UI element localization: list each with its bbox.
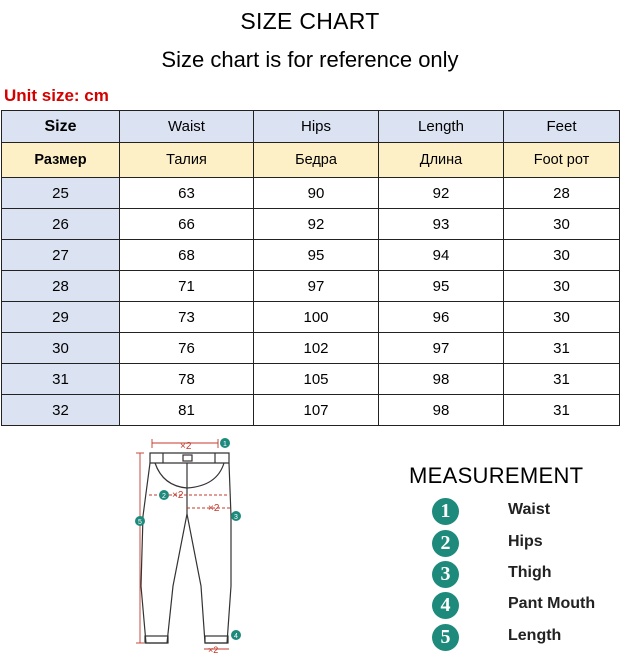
measurement-item — [432, 624, 620, 654]
table-cell: 92 — [379, 178, 504, 209]
measurement-label: Hips — [508, 533, 543, 550]
measurement-label: Waist — [508, 501, 551, 518]
table-cell: 97 — [254, 271, 379, 302]
table-cell: 68 — [120, 240, 254, 271]
table-cell: 98 — [379, 395, 504, 426]
marker-number: 5 — [138, 519, 142, 526]
number-badge: 4 — [432, 592, 459, 619]
header-row — [2, 111, 620, 143]
number-badge: 5 — [432, 624, 459, 651]
header-cell-ru: Размер — [2, 143, 120, 178]
table-cell: 30 — [504, 209, 620, 240]
table-cell: 81 — [120, 395, 254, 426]
table-cell: 66 — [120, 209, 254, 240]
diagram-marker-2 — [159, 490, 169, 500]
size-cell: 29 — [2, 302, 120, 333]
hips-x2-label: ×2 — [172, 490, 184, 501]
table-cell: 92 — [254, 209, 379, 240]
marker-number: 1 — [223, 441, 227, 448]
size-cell: 30 — [2, 333, 120, 364]
table-cell: 31 — [504, 395, 620, 426]
size-cell: 25 — [2, 178, 120, 209]
header-cell-ru: Foot рот — [504, 143, 620, 178]
size-cell: 26 — [2, 209, 120, 240]
table-row — [2, 271, 620, 302]
table-cell: 95 — [254, 240, 379, 271]
table-cell: 31 — [504, 333, 620, 364]
table-cell: 28 — [504, 178, 620, 209]
marker-number: 4 — [234, 633, 238, 640]
diagram-marker-5 — [135, 516, 145, 526]
table-row — [2, 209, 620, 240]
size-cell: 28 — [2, 271, 120, 302]
unit-note: Unit size: cm — [4, 86, 109, 105]
size-cell: 27 — [2, 240, 120, 271]
table-cell: 102 — [254, 333, 379, 364]
table-row — [2, 302, 620, 333]
measurement-title: MEASUREMENT — [409, 463, 584, 488]
page-subtitle: Size chart is for reference only — [161, 47, 459, 72]
table-cell: 96 — [379, 302, 504, 333]
marker-number: 3 — [234, 514, 238, 521]
table-cell: 97 — [379, 333, 504, 364]
table-row — [2, 333, 620, 364]
pants-diagram — [125, 436, 250, 653]
thigh-x2-label: ×2 — [208, 503, 220, 514]
header-cell: Waist — [120, 111, 254, 143]
size-cell: 31 — [2, 364, 120, 395]
table-cell: 94 — [379, 240, 504, 271]
header-cell: Size — [2, 111, 120, 143]
table-cell: 30 — [504, 240, 620, 271]
table-cell: 73 — [120, 302, 254, 333]
table-cell: 63 — [120, 178, 254, 209]
measurement-label: Length — [508, 627, 562, 644]
marker-number: 2 — [162, 493, 166, 500]
page-title: SIZE CHART — [240, 8, 380, 34]
waist-x2-label: ×2 — [180, 441, 192, 452]
table-cell: 90 — [254, 178, 379, 209]
table-row — [2, 178, 620, 209]
mouth-x2-label: ×2 — [208, 645, 219, 653]
header-cell-ru: Длина — [379, 143, 504, 178]
table-row — [2, 364, 620, 395]
table-cell: 98 — [379, 364, 504, 395]
table-cell: 30 — [504, 302, 620, 333]
number-badge: 1 — [432, 498, 459, 525]
header-cell: Length — [379, 111, 504, 143]
measurement-label: Pant Mouth — [508, 595, 596, 612]
header-row-ru — [2, 143, 620, 178]
table-cell: 105 — [254, 364, 379, 395]
header-cell-ru: Бедра — [254, 143, 379, 178]
header-cell: Hips — [254, 111, 379, 143]
table-cell: 71 — [120, 271, 254, 302]
table-cell: 31 — [504, 364, 620, 395]
diagram-marker-1 — [220, 438, 230, 448]
table-row — [2, 240, 620, 271]
table-cell: 107 — [254, 395, 379, 426]
table-cell: 30 — [504, 271, 620, 302]
diagram-marker-3 — [231, 511, 241, 521]
header-cell-ru: Талия — [120, 143, 254, 178]
table-cell: 100 — [254, 302, 379, 333]
measurement-item — [432, 498, 620, 528]
measurement-item — [432, 561, 620, 591]
number-badge: 2 — [432, 530, 459, 557]
table-row — [2, 395, 620, 426]
table-cell: 93 — [379, 209, 504, 240]
table-cell: 78 — [120, 364, 254, 395]
measurement-item — [432, 592, 620, 622]
number-badge: 3 — [432, 561, 459, 588]
table-cell: 76 — [120, 333, 254, 364]
measurement-label: Thigh — [508, 564, 552, 581]
diagram-marker-4 — [231, 630, 241, 640]
size-cell: 32 — [2, 395, 120, 426]
measurement-item — [432, 530, 620, 560]
header-cell: Feet — [504, 111, 620, 143]
pants-outline — [141, 453, 231, 643]
table-cell: 95 — [379, 271, 504, 302]
size-table — [1, 110, 620, 426]
measure-lines — [136, 439, 230, 649]
